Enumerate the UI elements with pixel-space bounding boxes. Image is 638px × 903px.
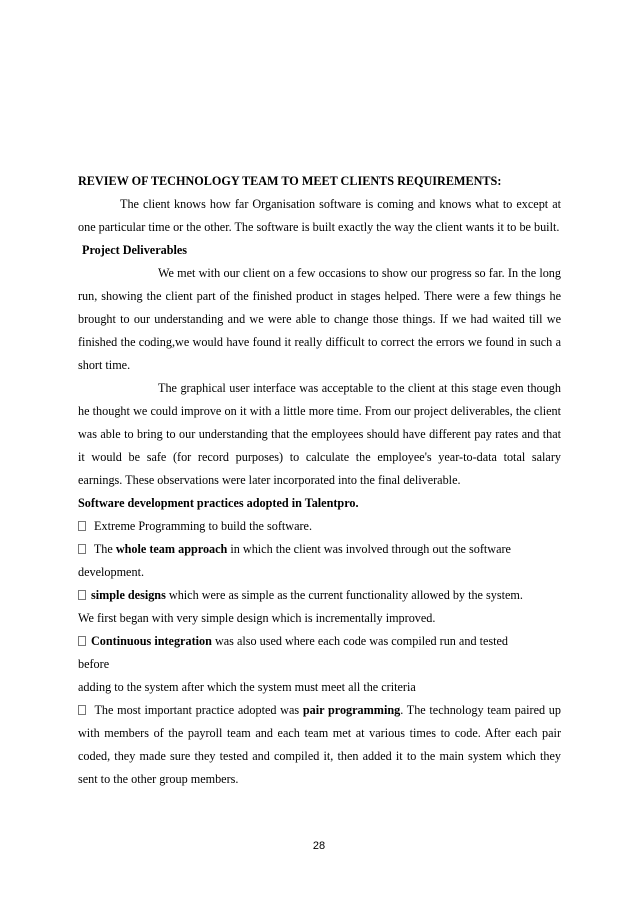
deliverables-paragraph-2: The graphical user interface was acceptable to the client at this stage even though he thought we could improve on it with a little more time. From our project deliverables, the client was able to bring to our understanding that the employees should have different pay rates and that it would be safe (for record purposes) to calculate the employee's year-to-data total salary earnings. These observations were later incorporated into the final deliverable.: [78, 381, 561, 487]
deliverables-heading: Project Deliverables: [82, 243, 188, 257]
review-paragraph: The client knows how far Organisation software is coming and knows what to except at one particular time or the other. The software is built exactly the way the client wants it to be built.: [78, 197, 561, 234]
review-heading: REVIEW OF TECHNOLOGY TEAM TO MEET CLIENTS REQUIREMENTS:: [78, 174, 502, 188]
bullet-box-icon: [78, 636, 86, 646]
practice-item-4-line-2: before: [78, 657, 110, 671]
bullet-box-icon: [78, 705, 86, 715]
bullet-box-icon: [78, 521, 86, 531]
practice-item-4-line-3: adding to the system after which the system must meet all the criteria: [78, 680, 416, 694]
page-body: [78, 170, 561, 791]
bullet-box-icon: [78, 590, 86, 600]
practices-heading: Software development practices adopted in Talentpro.: [78, 496, 359, 510]
practice-item-2: The whole team approach in which the client was involved through out the software development.: [78, 542, 511, 579]
bullet-box-icon: [78, 544, 86, 554]
practice-item-3: simple designs which were as simple as the current functionality allowed by the system.: [78, 584, 561, 607]
practice-item-3-continued: We first began with very simple design which is incrementally improved.: [78, 611, 436, 625]
deliverables-paragraph-1: We met with our client on a few occasions to show our progress so far. In the long run, showing the client part of the finished product in stages helped. There were a few things he brought to our understanding and we were able to change those things. If we had waited till we finished the coding,we would have found it really difficult to correct the errors we found in such a short time.: [78, 266, 561, 372]
practice-item-5: The most important practice adopted was pair programming. The technology team paired up with members of the payroll team and each team met at various times to code. After each pair coded, they made sure they tested and compiled it, then added it to the main system which they sent to the other group members.: [78, 703, 561, 786]
practice-item-1: Extreme Programming to build the software.: [78, 515, 561, 538]
page-number: 28: [312, 840, 326, 852]
practice-item-4: Continuous integration was also used where each code was compiled run and tested: [78, 630, 561, 653]
